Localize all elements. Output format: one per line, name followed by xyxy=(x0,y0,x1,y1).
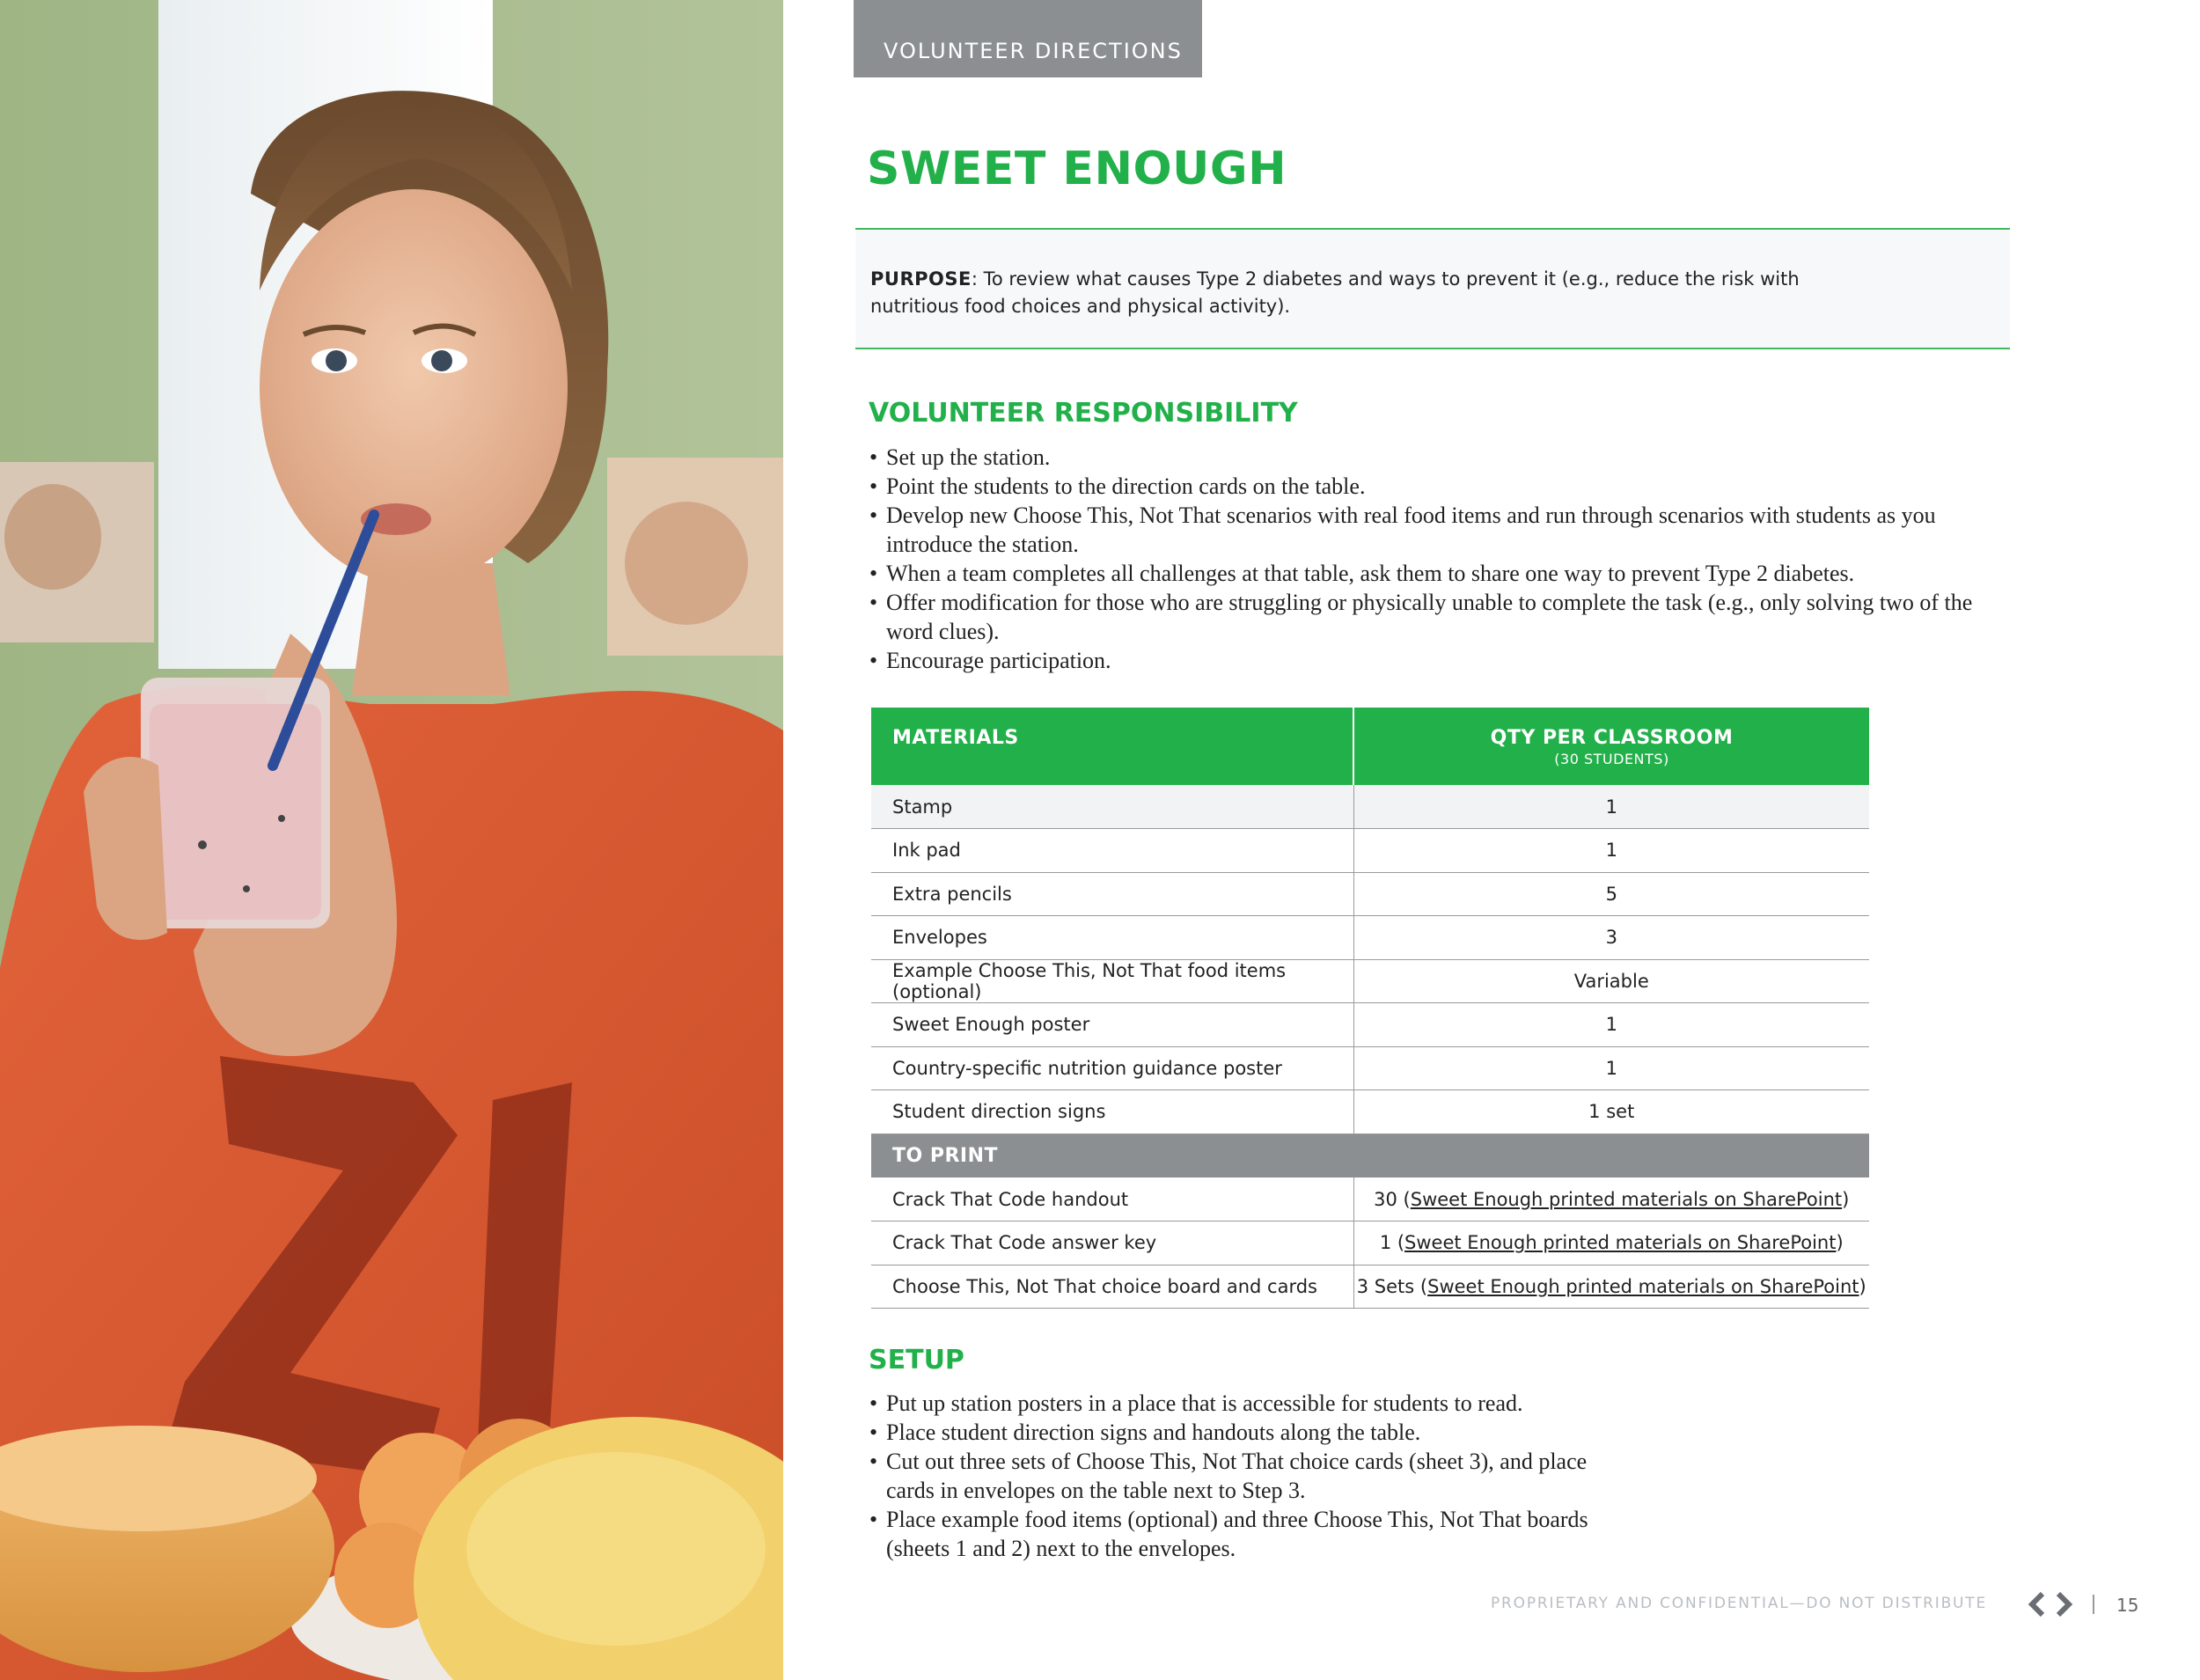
table-row xyxy=(871,959,1869,1003)
list-item: • Place example food items (optional) and three Choose This, Not That boards (sheets 1 and 2) next to the envelopes. xyxy=(869,1505,1617,1563)
responsibility-heading: VOLUNTEER RESPONSIBILITY xyxy=(869,398,1298,429)
material-qty: 3 xyxy=(1353,916,1869,960)
print-qty-suffix: ) xyxy=(1842,1188,1850,1210)
page-title: SWEET ENOUGH xyxy=(867,143,1287,195)
list-item: • Set up the station. xyxy=(869,443,2005,472)
print-qty xyxy=(1353,1177,1869,1221)
chevron-right-icon[interactable] xyxy=(2054,1591,2075,1618)
material-item: Envelopes xyxy=(871,916,1353,960)
list-item: • Develop new Choose This, Not That scenarios with real food items and run through scenarios with students as you introduce the station. xyxy=(869,501,2005,559)
materials-column-header: MATERIALS xyxy=(871,708,1353,785)
purpose-label: PURPOSE xyxy=(870,268,972,290)
table-header-row xyxy=(871,708,1869,785)
responsibility-list xyxy=(869,443,2005,675)
material-item: Sweet Enough poster xyxy=(871,1003,1353,1047)
qty-column-header xyxy=(1353,708,1869,785)
print-qty-prefix: 1 ( xyxy=(1379,1232,1405,1254)
material-qty: 1 xyxy=(1353,1046,1869,1090)
list-item: • Point the students to the direction cards on the table. xyxy=(869,472,2005,501)
hero-photo xyxy=(0,0,783,1680)
material-qty: Variable xyxy=(1353,959,1869,1003)
print-qty-prefix: 30 ( xyxy=(1374,1188,1411,1210)
section-tab xyxy=(854,0,1202,77)
footer-divider xyxy=(2093,1595,2094,1614)
list-item: • Place student direction signs and handouts along the table. xyxy=(869,1418,1617,1447)
table-row xyxy=(871,1003,1869,1047)
material-qty: 1 xyxy=(1353,829,1869,873)
qty-header-label: QTY PER CLASSROOM xyxy=(1490,727,1734,749)
material-item: Example Choose This, Not That food items (optional) xyxy=(871,959,1353,1003)
material-qty: 1 set xyxy=(1353,1090,1869,1134)
list-item: • Put up station posters in a place that is accessible for students to read. xyxy=(869,1389,1617,1418)
table-row xyxy=(871,1090,1869,1134)
print-qty xyxy=(1353,1221,1869,1266)
setup-heading: SETUP xyxy=(869,1345,964,1376)
material-item: Stamp xyxy=(871,785,1353,829)
page-number: 15 xyxy=(2116,1595,2139,1616)
materials-table xyxy=(871,708,1869,1309)
table-row xyxy=(871,1265,1869,1309)
to-print-header-row xyxy=(871,1133,1869,1177)
purpose-box xyxy=(855,228,2010,349)
table-row xyxy=(871,785,1869,829)
table-row xyxy=(871,1177,1869,1221)
print-item: Choose This, Not That choice board and cards xyxy=(871,1265,1353,1309)
table-row xyxy=(871,1221,1869,1266)
print-item: Crack That Code answer key xyxy=(871,1221,1353,1266)
print-qty-prefix: 3 Sets ( xyxy=(1356,1275,1428,1297)
qty-header-sublabel: (30 STUDENTS) xyxy=(1554,751,1669,767)
sharepoint-link[interactable]: Sweet Enough printed materials on SharePoint xyxy=(1404,1232,1837,1254)
table-row xyxy=(871,1046,1869,1090)
print-qty-suffix: ) xyxy=(1836,1232,1844,1254)
print-qty xyxy=(1353,1265,1869,1309)
list-item: • Encourage participation. xyxy=(869,646,2005,675)
table-row xyxy=(871,872,1869,916)
list-item: • When a team completes all challenges at that table, ask them to share one way to prevent Type 2 diabetes. xyxy=(869,559,2005,588)
material-qty: 1 xyxy=(1353,1003,1869,1047)
table-row xyxy=(871,916,1869,960)
confidential-notice: PROPRIETARY AND CONFIDENTIAL—DO NOT DISTRIBUTE xyxy=(1491,1595,1988,1612)
material-qty: 1 xyxy=(1353,785,1869,829)
material-item: Student direction signs xyxy=(871,1090,1353,1134)
sharepoint-link[interactable]: Sweet Enough printed materials on SharePoint xyxy=(1427,1275,1859,1297)
sharepoint-link[interactable]: Sweet Enough printed materials on SharePoint xyxy=(1410,1188,1843,1210)
material-item: Country-specific nutrition guidance poster xyxy=(871,1046,1353,1090)
chevron-left-icon[interactable] xyxy=(2026,1591,2047,1618)
print-item: Crack That Code handout xyxy=(871,1177,1353,1221)
material-item: Ink pad xyxy=(871,829,1353,873)
purpose-text xyxy=(870,266,1891,320)
section-tab-label: VOLUNTEER DIRECTIONS xyxy=(884,39,1183,63)
list-item: • Offer modification for those who are struggling or physically unable to complete the task (e.g., only solving two of the word clues). xyxy=(869,588,2005,646)
list-item: • Cut out three sets of Choose This, Not That choice cards (sheet 3), and place cards in envelopes on the table next to Step 3. xyxy=(869,1447,1617,1505)
material-qty: 5 xyxy=(1353,872,1869,916)
setup-list xyxy=(869,1389,1617,1563)
purpose-body: : To review what causes Type 2 diabetes and ways to prevent it (e.g., reduce the risk with nutritious food choices and physical activity). xyxy=(870,268,1800,317)
material-item: Extra pencils xyxy=(871,872,1353,916)
print-qty-suffix: ) xyxy=(1859,1275,1866,1297)
to-print-header: TO PRINT xyxy=(871,1133,1869,1177)
table-row xyxy=(871,829,1869,873)
